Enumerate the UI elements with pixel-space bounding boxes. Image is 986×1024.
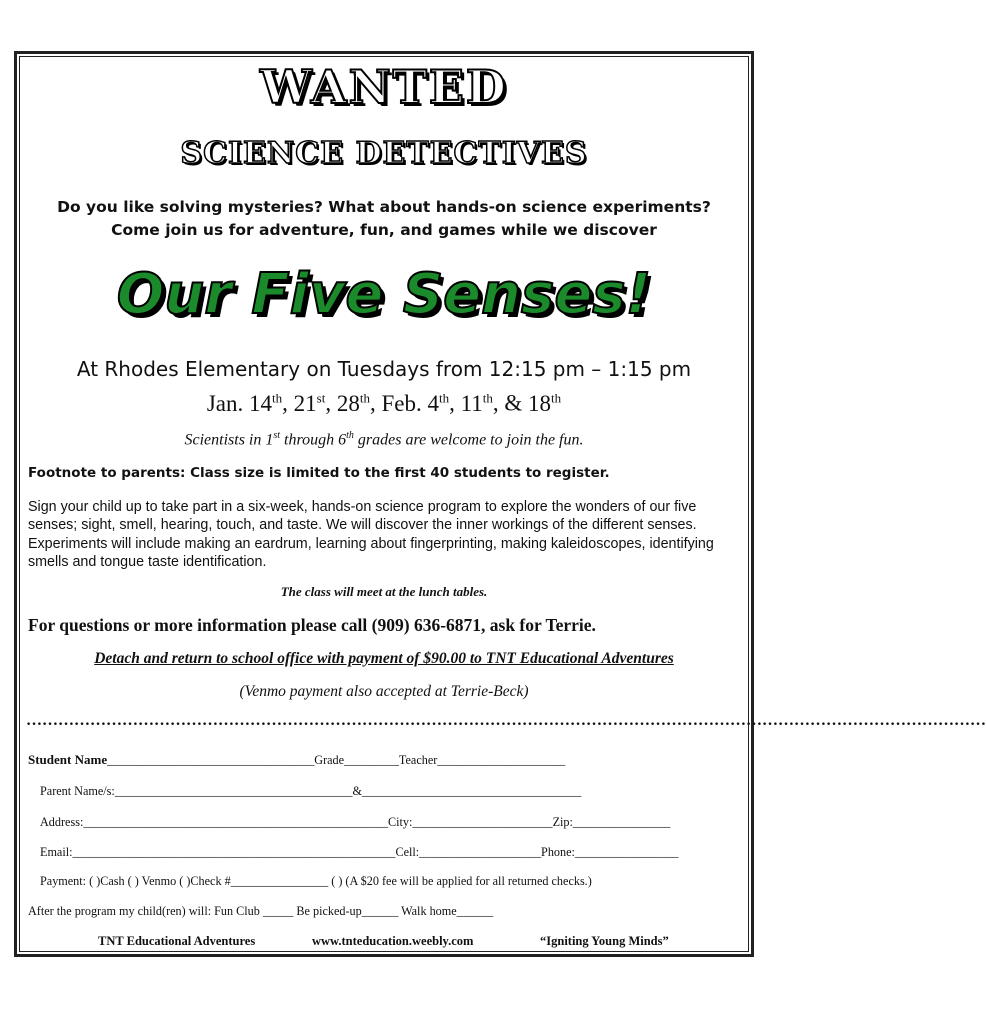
parent-name-field-1[interactable]: _______________________________________ <box>114 784 353 798</box>
form-row-address <box>40 815 670 830</box>
location-time: At Rhodes Elementary on Tuesdays from 12:15 pm – 1:15 pm <box>76 357 692 381</box>
email-label: Email: <box>40 845 73 859</box>
venmo-note: (Venmo payment also accepted at Terrie-Beck) <box>239 683 529 700</box>
form-row-student <box>28 752 565 768</box>
flyer-title: WANTED <box>260 60 508 114</box>
phone-label: Phone: <box>541 845 575 859</box>
zip-field[interactable]: ________________ <box>572 815 671 829</box>
grade-field[interactable]: _________ <box>344 753 399 767</box>
headline-five-senses: Our Five Senses! <box>116 262 652 327</box>
date-2: 21st <box>293 390 326 416</box>
form-row-parent: Parent Name/s:_______________________________________&____________________________________ <box>40 784 582 798</box>
address-field[interactable]: __________________________________________________ <box>83 815 389 829</box>
teacher-label: Teacher <box>398 753 438 767</box>
teacher-field[interactable]: _____________________ <box>437 753 566 767</box>
date-4: Feb. 4th <box>381 390 450 416</box>
parent-name-label: Parent Name/s: <box>40 784 115 798</box>
intro-line-1: Do you like solving mysteries? What about hands-on science experiments? <box>57 198 711 216</box>
form-row-after-program[interactable]: After the program my child(ren) will: Fun Club _____ Be picked-up______ Walk home______ <box>28 904 494 918</box>
city-label: City: <box>388 815 413 829</box>
cell-field[interactable]: ____________________ <box>419 845 542 859</box>
footnote-to-parents: Footnote to parents: Class size is limited to the first 40 students to register. <box>28 465 610 481</box>
phone-field[interactable]: _________________ <box>574 845 679 859</box>
address-label: Address: <box>40 815 84 829</box>
detach-instructions: Detach and return to school office with payment of $90.00 to TNT Educational Adventures <box>94 650 674 667</box>
grade-label: Grade <box>314 753 345 767</box>
date-5: 11th <box>460 390 493 416</box>
footer-slogan: “Igniting Young Minds” <box>540 934 669 948</box>
grades-note: Scientists in 1st through 6th grades are welcome to join the fun. <box>184 430 584 449</box>
cell-label: Cell: <box>395 845 420 859</box>
detach-separator: ……………………………………………………………………………………………………………………………………………………………… <box>26 712 986 729</box>
form-row-contact <box>40 845 679 860</box>
contact-info: For questions or more information please call (909) 636-6871, ask for Terrie. <box>28 615 596 635</box>
student-name-label: Student Name <box>28 752 108 767</box>
date-1: Jan. 14th <box>206 390 283 416</box>
date-3: 28th <box>336 390 370 416</box>
flyer-subtitle: SCIENCE DETECTIVES <box>180 136 588 171</box>
form-row-payment[interactable]: Payment: ( )Cash ( ) Venmo ( )Check #________________ ( ) (A $20 fee will be applied for all returned checks.) <box>40 874 592 888</box>
city-field[interactable]: _______________________ <box>412 815 553 829</box>
email-field[interactable]: _____________________________________________________ <box>72 845 396 859</box>
footer-website: www.tnteducation.weebly.com <box>312 934 474 948</box>
parent-name-field-2[interactable]: ____________________________________ <box>361 784 582 798</box>
student-name-field[interactable]: __________________________________ <box>107 753 315 767</box>
program-description: Sign your child up to take part in a six-week, hands-on science program to explore the wonders of our five senses; sight, smell, hearing, touch, and taste. We will discover the inner workings of the different senses. Experiments will include making an eardrum, learning about fingerprinting, making kaleidoscopes, identifying smells and tongue taste identification. <box>28 499 714 570</box>
zip-label: Zip: <box>552 815 573 829</box>
footer-org: TNT Educational Adventures <box>98 934 256 948</box>
intro-line-2: Come join us for adventure, fun, and games while we discover <box>111 221 657 239</box>
date-6: 18th <box>528 390 562 416</box>
session-dates: Jan. 14th, 21st, 28th, Feb. 4th, 11th, & 18th <box>206 390 562 416</box>
lunch-note: The class will meet at the lunch tables. <box>280 584 488 599</box>
